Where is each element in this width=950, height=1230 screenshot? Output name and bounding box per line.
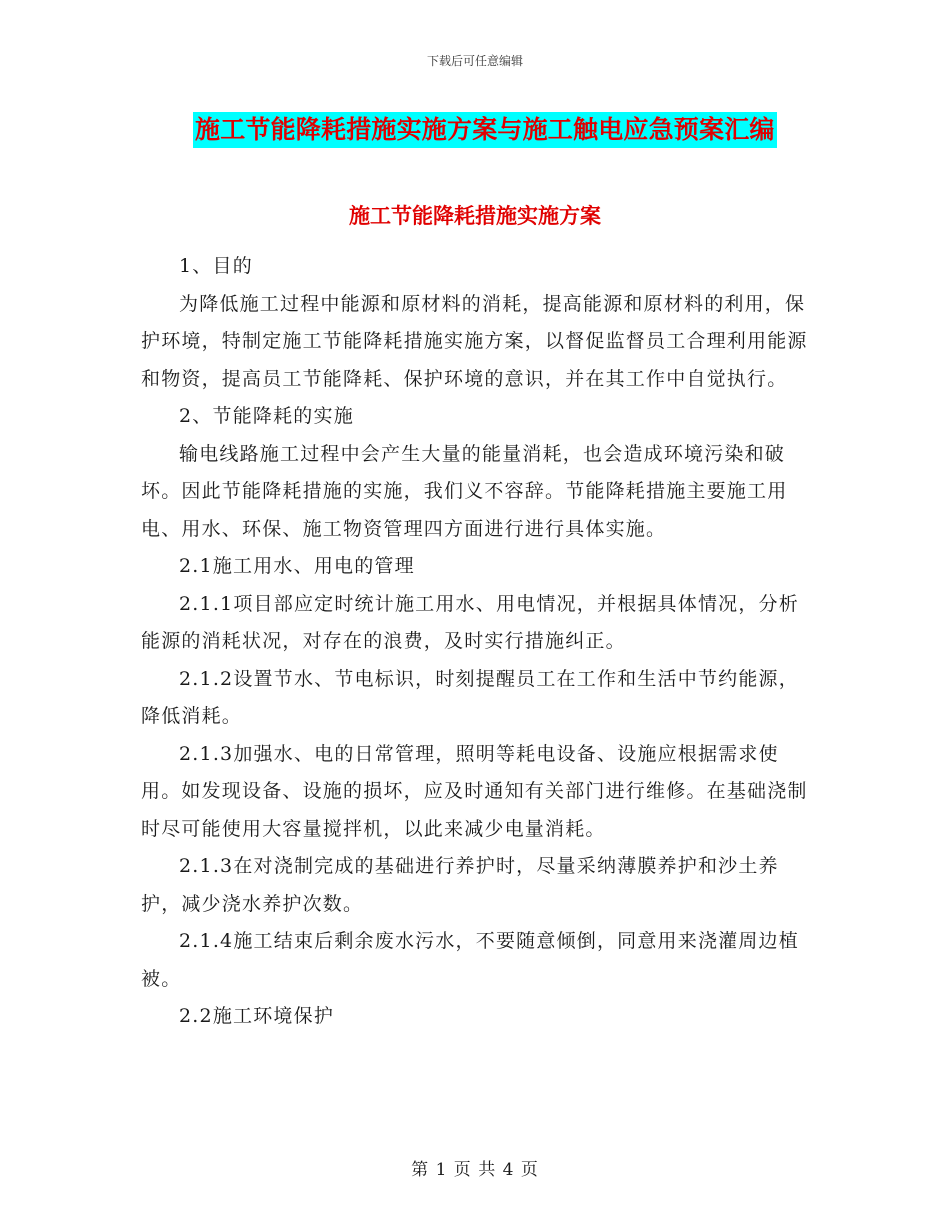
paragraph-10: 2.1.4施工结束后剩余废水污水，不要随意倾倒，同意用来浇灌周边植被。 <box>141 930 799 990</box>
paragraph-3: 2、节能降耗的实施 <box>179 405 354 427</box>
paragraph-9: 2.1.3在对浇制完成的基础进行养护时，尽量采纳薄膜养护和沙土养护，减少浇水养护次数。 <box>141 855 779 915</box>
document-body <box>141 248 813 1036</box>
paragraph-1: 1、目的 <box>179 255 253 277</box>
paragraph-6: 2.1.1项目部应定时统计施工用水、用电情况，并根据具体情况，分析能源的消耗状况，对存在的浪费，及时实行措施纠正。 <box>141 592 799 652</box>
paragraph-8: 2.1.3加强水、电的日常管理，照明等耗电设备、设施应根据需求使用。如发现设备、设施的损坏，应及时通知有关部门进行维修。在基础浇制时尽可能使用大容量搅拌机，以此来减少电量消耗。 <box>141 742 808 840</box>
page-footer: 第 1 页 共 4 页 <box>411 1160 539 1180</box>
paragraph-5: 2.1施工用水、用电的管理 <box>179 555 415 577</box>
header-note: 下载后可任意编辑 <box>426 54 523 68</box>
paragraph-7: 2.1.2设置节水、节电标识，时刻提醒员工在工作和生活中节约能源，降低消耗。 <box>141 667 799 727</box>
document-main-title: 施工节能降耗措施实施方案与施工触电应急预案汇编 <box>193 112 777 148</box>
paragraph-2: 为降低施工过程中能源和原材料的消耗，提高能源和原材料的利用，保护环境，特制定施工节能降耗措施实施方案，以督促监督员工合理利用能源和物资，提高员工节能降耗、保护环境的意识，并在其工作中自觉执行。 <box>141 292 808 390</box>
paragraph-11: 2.2施工环境保护 <box>179 1005 335 1027</box>
section-title: 施工节能降耗措施实施方案 <box>349 203 601 228</box>
paragraph-4: 输电线路施工过程中会产生大量的能量消耗，也会造成环境污染和破坏。因此节能降耗措施的实施，我们义不容辞。节能降耗措施主要施工用电、用水、环保、施工物资管理四方面进行进行具体实施。 <box>141 442 788 540</box>
